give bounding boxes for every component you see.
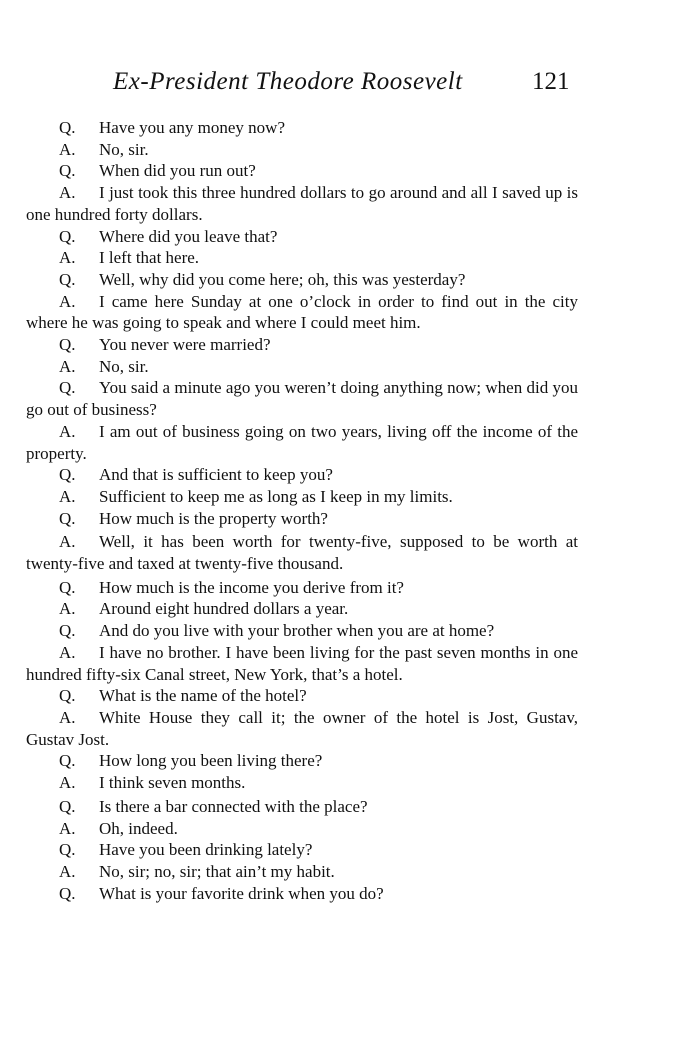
speaker-label: Q.	[59, 465, 76, 485]
dialogue-line	[26, 772, 578, 794]
dialogue-text: Is there a bar connected with the place?	[99, 796, 368, 816]
speaker-label: A.	[59, 183, 76, 203]
speaker-label: Q.	[59, 335, 76, 355]
dialogue-text: Well, it has been worth for twenty-five, supposed to be worth at twenty-five and taxed at twenty-five thousand.	[26, 532, 578, 574]
speaker-label: Q.	[59, 686, 76, 706]
speaker-label: Q.	[59, 118, 76, 137]
dialogue-line	[26, 334, 578, 356]
dialogue-line	[26, 598, 578, 620]
dialogue-line	[26, 486, 578, 508]
dialogue-line	[26, 642, 578, 685]
speaker-label: Q.	[59, 577, 76, 597]
dialogue-line	[26, 818, 578, 840]
dialogue-text: And that is sufficient to keep you?	[99, 465, 333, 485]
dialogue-line	[26, 750, 578, 772]
dialogue-text: Have you any money now?	[99, 118, 286, 137]
running-title: Ex-President Theodore Roosevelt	[113, 68, 463, 95]
dialogue-text: When did you run out?	[99, 161, 256, 181]
dialogue-text: What is your favorite drink when you do?	[99, 883, 384, 903]
speaker-label: Q.	[59, 378, 76, 398]
dialogue-line	[26, 182, 578, 225]
speaker-label: A.	[59, 707, 76, 727]
dialogue-line	[26, 269, 578, 291]
speaker-label: Q.	[59, 508, 76, 528]
speaker-label: A.	[59, 421, 76, 441]
dialogue-line	[26, 796, 578, 818]
dialogue-text: I am out of business going on two years, living off the income of the property.	[26, 421, 578, 463]
dialogue-text: Around eight hundred dollars a year.	[99, 599, 349, 619]
speaker-label: Q.	[59, 796, 76, 816]
dialogue-text: No, sir.	[99, 356, 149, 376]
dialogue-text: I came here Sunday at one o’clock in order to find out in the city where he was going to speak and where I could meet him.	[26, 291, 578, 333]
dialogue-text: I think seven months.	[99, 773, 246, 793]
dialogue-line	[26, 421, 578, 464]
dialogue-text: Oh, indeed.	[99, 818, 178, 838]
dialogue-text: How much is the income you derive from it?	[99, 577, 404, 597]
testimony-text	[26, 117, 578, 904]
speaker-label: Q.	[59, 751, 76, 771]
dialogue-line	[26, 356, 578, 378]
speaker-label: A.	[59, 773, 76, 793]
dialogue-line	[26, 531, 578, 574]
speaker-label: A.	[59, 139, 76, 159]
speaker-label: A.	[59, 356, 76, 376]
speaker-label: Q.	[59, 883, 76, 903]
dialogue-text: I left that here.	[99, 248, 200, 268]
dialogue-text: Have you been drinking lately?	[99, 840, 313, 860]
speaker-label: Q.	[59, 840, 76, 860]
dialogue-line	[26, 707, 578, 750]
dialogue-line	[26, 685, 578, 707]
dialogue-line	[26, 508, 578, 530]
dialogue-text: No, sir; no, sir; that ain’t my habit.	[99, 861, 335, 881]
dialogue-line	[26, 247, 578, 269]
speaker-label: A.	[59, 291, 76, 311]
dialogue-text: And do you live with your brother when you are at home?	[99, 621, 495, 641]
speaker-label: A.	[59, 599, 76, 619]
speaker-label: Q.	[59, 621, 76, 641]
dialogue-line	[26, 620, 578, 642]
speaker-label: A.	[59, 818, 76, 838]
speaker-label: A.	[59, 532, 76, 552]
dialogue-text: I just took this three hundred dollars to go around and all I saved up is one hundred forty dollars.	[26, 183, 578, 224]
dialogue-line	[26, 464, 578, 486]
dialogue-text: You never were married?	[99, 335, 271, 355]
speaker-label: A.	[59, 486, 76, 506]
speaker-label: Q.	[59, 269, 76, 289]
dialogue-text: Well, why did you come here; oh, this was yesterday?	[99, 269, 466, 289]
dialogue-text: How much is the property worth?	[99, 508, 328, 528]
dialogue-text: White House they call it; the owner of the hotel is Jost, Gustav, Gustav Jost.	[26, 707, 578, 749]
dialogue-text: What is the name of the hotel?	[99, 686, 307, 706]
dialogue-text: I have no brother. I have been living for the past seven months in one hundred fifty-six Canal street, New York, that’s a hotel.	[26, 642, 578, 684]
speaker-label: A.	[59, 642, 76, 662]
dialogue-line	[26, 139, 578, 161]
speaker-label: A.	[59, 248, 76, 268]
dialogue-text: No, sir.	[99, 139, 149, 159]
dialogue-text: You said a minute ago you weren’t doing anything now; when did you go out of business?	[26, 378, 578, 420]
dialogue-text: Sufficient to keep me as long as I keep in my limits.	[99, 486, 453, 506]
dialogue-line	[26, 839, 578, 861]
dialogue-line	[26, 291, 578, 334]
dialogue-text: How long you been living there?	[99, 751, 323, 771]
dialogue-line	[26, 861, 578, 883]
speaker-label: A.	[59, 861, 76, 881]
speaker-label: Q.	[59, 161, 76, 181]
dialogue-line	[26, 226, 578, 248]
dialogue-line	[26, 377, 578, 420]
dialogue-line	[26, 883, 578, 905]
dialogue-text: Where did you leave that?	[99, 226, 278, 246]
dialogue-line	[26, 117, 578, 139]
page-number: 121	[532, 68, 570, 95]
dialogue-line	[26, 577, 578, 599]
speaker-label: Q.	[59, 226, 76, 246]
page-header	[0, 68, 682, 104]
dialogue-line	[26, 160, 578, 182]
